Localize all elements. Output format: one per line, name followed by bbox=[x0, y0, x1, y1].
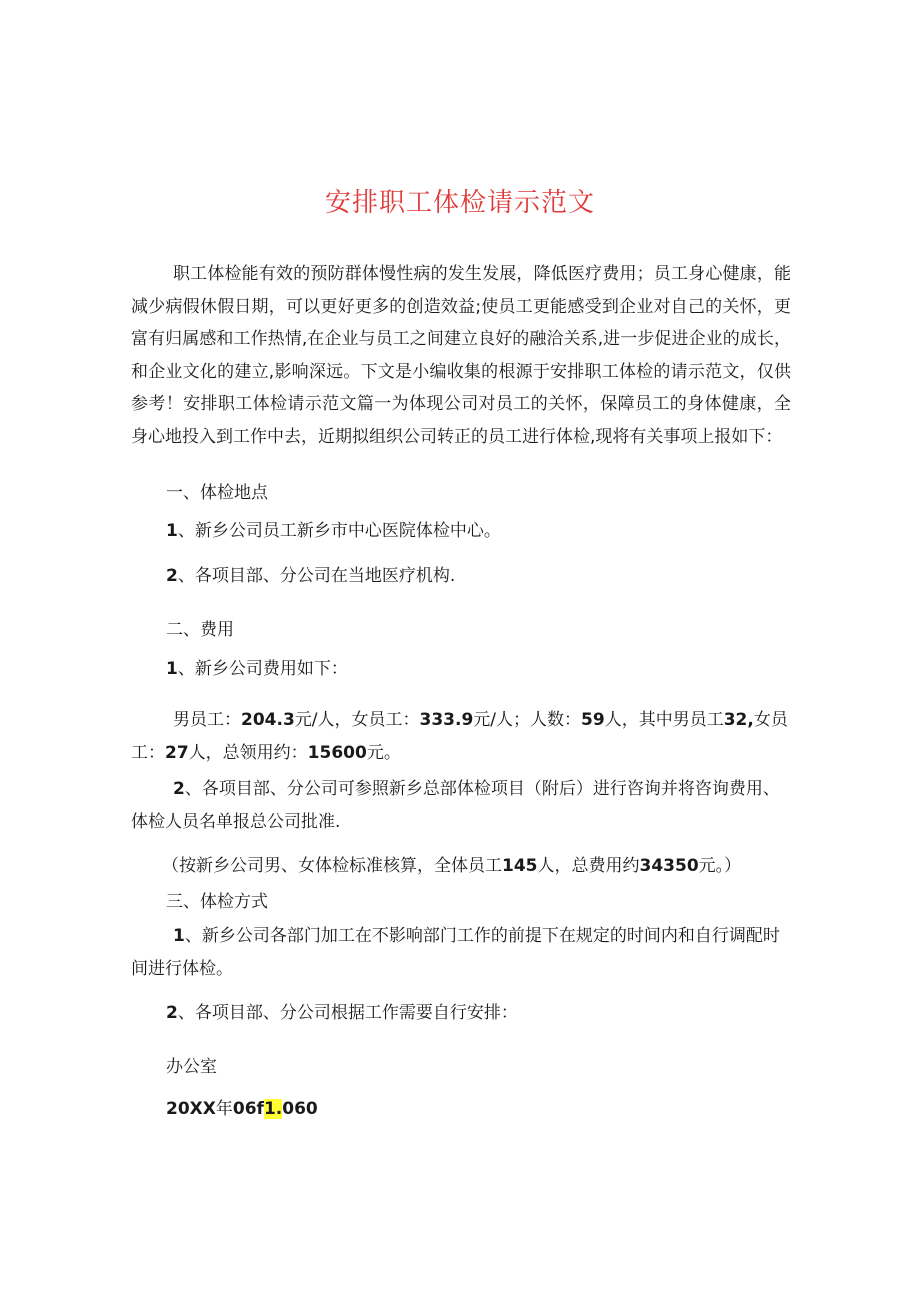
fee-male-label: 男员工： bbox=[173, 710, 241, 730]
section2-heading: 二、费用 bbox=[166, 620, 234, 640]
fee-female-price: 333.9 bbox=[419, 710, 474, 730]
section1-item1 bbox=[166, 516, 501, 541]
intro-paragraph: 职工体检能有效的预防群体慢性病的发生发展，降低医疗费用；员工身心健康，能减少病假休假日期，可以更好更多的创造效益;使员工更能感受到企业对自己的关怀，更富有归属感和工作热情,在企业与员工之间建立良好的融洽关系,进一步促进企业的成长，和企业文化的建立,影响深远。下文是小编收集的根源于安排职工体检的请示范文，仅供参考！安排职工体检请示范文篇一为体现公司对员工的关怀，保障员工的身体健康，全身心地投入到工作中去，近期拟组织公司转正的员工进行体检,现将有关事项上报如下： bbox=[131, 264, 791, 447]
date-part: 06f bbox=[232, 1099, 264, 1119]
fee-total-unit: 元。 bbox=[366, 743, 401, 763]
note-staff: 145 bbox=[502, 856, 538, 876]
section3-heading: 三、体检方式 bbox=[166, 892, 268, 912]
section3-item1-number: 1 bbox=[173, 926, 185, 946]
fee-male-price: 204.3 bbox=[241, 710, 295, 730]
note-mid: 人，总费用约 bbox=[537, 856, 640, 876]
cost-note bbox=[162, 851, 741, 876]
section2-item1 bbox=[166, 654, 348, 679]
section3-item1 bbox=[131, 920, 791, 986]
date-tail: 060 bbox=[282, 1099, 318, 1119]
section1-item2-number: 2 bbox=[166, 566, 178, 586]
note-suffix: 元。） bbox=[698, 856, 742, 876]
note-total: 34350 bbox=[639, 856, 699, 876]
signature-date bbox=[166, 1094, 318, 1119]
fee-paragraph bbox=[131, 704, 791, 770]
date-highlight: 1. bbox=[263, 1099, 283, 1119]
fee-total: 15600 bbox=[307, 743, 367, 763]
signature-office: 办公室 bbox=[166, 1057, 217, 1077]
fee-total-label: 人，总领用约： bbox=[188, 743, 308, 763]
section1-item2 bbox=[166, 561, 455, 586]
section1-item1-number: 1 bbox=[166, 521, 178, 541]
note-prefix: （按新乡公司男、女体检标准核算，全体员工 bbox=[162, 856, 502, 876]
section3-item2 bbox=[166, 998, 518, 1023]
date-year-char: 年 bbox=[215, 1099, 233, 1119]
fee-female-unit: 元/人；人数： bbox=[473, 710, 582, 730]
section3-item1-text: 、新乡公司各部门加工在不影响部门工作的前提下在规定的时间内和自行调配时间进行体检。 bbox=[131, 926, 780, 979]
fee-female-count: 27 bbox=[165, 743, 189, 763]
section2-item1-number: 1 bbox=[166, 659, 178, 679]
section2-item2 bbox=[131, 773, 791, 839]
fee-male-count: 32, bbox=[723, 710, 754, 730]
section1-heading: 一、体检地点 bbox=[166, 483, 268, 503]
document-title: 安排职工体检请示范文 bbox=[324, 188, 595, 218]
fee-count-text: 人，其中男员工 bbox=[604, 710, 724, 730]
section3-item2-text: 、各项目部、分公司根据工作需要自行安排： bbox=[177, 1003, 518, 1023]
section2-item1-text: 、新乡公司费用如下： bbox=[177, 659, 348, 679]
section2-item2-number: 2 bbox=[173, 779, 185, 799]
date-year: 20XX bbox=[166, 1099, 216, 1119]
fee-female-label: 女员工： bbox=[131, 710, 788, 763]
fee-male-unit: 元/人，女员工： bbox=[294, 710, 420, 730]
section1-item1-text: 、新乡公司员工新乡市中心医院体检中心。 bbox=[177, 521, 501, 541]
section3-item2-number: 2 bbox=[166, 1003, 178, 1023]
section1-item2-text: 、各项目部、分公司在当地医疗机构. bbox=[177, 566, 456, 586]
section2-item2-text: 、各项目部、分公司可参照新乡总部体检项目（附后）进行咨询并将咨询费用、体检人员名单报总公司批准. bbox=[131, 779, 780, 832]
fee-count: 59 bbox=[581, 710, 605, 730]
